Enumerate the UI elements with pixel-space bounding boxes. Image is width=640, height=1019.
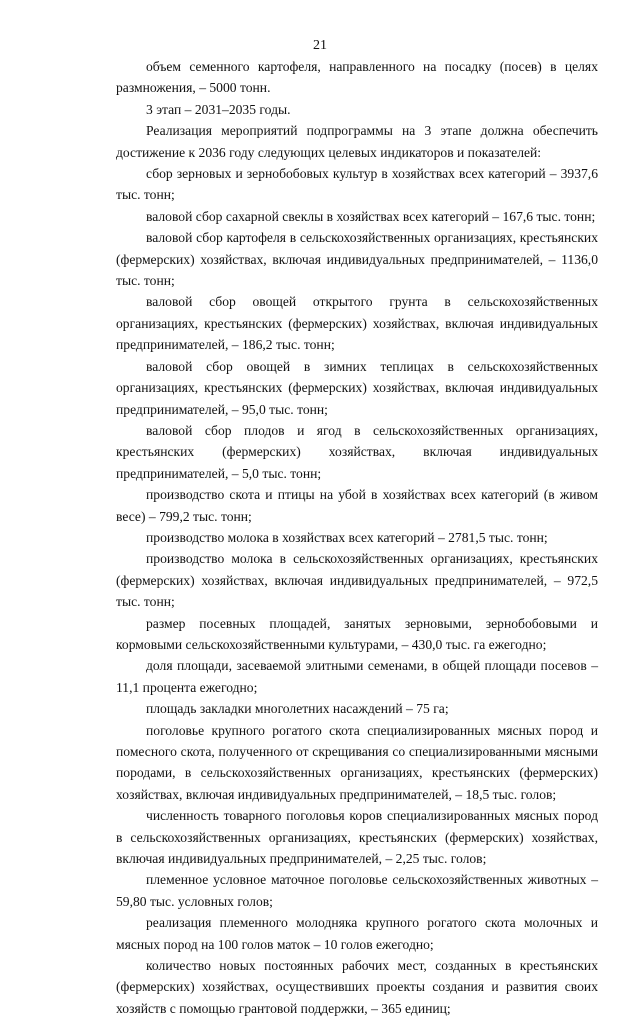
paragraph: валовой сбор сахарной свеклы в хозяйствах всех категорий – 167,6 тыс. тонн; bbox=[146, 208, 596, 224]
paragraph: 3 этап – 2031–2035 годы. bbox=[146, 101, 291, 117]
paragraph: объем семенного картофеля, направленного на посадку (посев) в целях размножения, – 5000 тонн. bbox=[116, 59, 598, 96]
paragraph: количество новых постоянных рабочих мест, созданных в крестьянских (фермерских) хозяйствах, осуществивших проекты создания и развития своих хозяйств с помощью грантовой поддержки, – 365 единиц; bbox=[116, 958, 598, 1016]
paragraph: размер посевных площадей, занятых зерновыми, зернобобовыми и кормовыми сельскохозяйственными культурами, – 430,0 тыс. га ежегодно; bbox=[116, 615, 598, 652]
paragraph: племенное условное маточное поголовье сельскохозяйственных животных – 59,80 тыс. условных голов; bbox=[116, 872, 598, 909]
paragraph: производство скота и птицы на убой в хозяйствах всех категорий (в живом весе) – 799,2 тыс. тонн; bbox=[116, 487, 598, 524]
paragraph: Реализация мероприятий подпрограммы на 3 этапе должна обеспечить достижение к 2036 году следующих целевых индикаторов и показателей: bbox=[116, 123, 598, 160]
paragraph: производство молока в хозяйствах всех категорий – 2781,5 тыс. тонн; bbox=[146, 529, 548, 545]
paragraph: производство молока в сельскохозяйственных организациях, крестьянских (фермерских) хозяйствах, включая индивидуальных предпринимателей, – 972,5 тыс. тонн; bbox=[116, 551, 598, 610]
paragraph: валовой сбор овощей в зимних теплицах в сельскохозяйственных организациях, крестьянских (фермерских) хозяйствах, включая индивидуальных предпринимателей, – 95,0 тыс. тонн; bbox=[116, 358, 598, 417]
paragraph: валовой сбор плодов и ягод в сельскохозяйственных организациях, крестьянских (фермерских) хозяйствах, включая индивидуальных предпринимателей, – 5,0 тыс. тонн; bbox=[116, 422, 598, 481]
page-number: 21 bbox=[313, 38, 327, 53]
paragraph: валовой сбор овощей открытого грунта в сельскохозяйственных организациях, крестьянских (фермерских) хозяйствах, включая индивидуальных предпринимателей, – 186,2 тыс. тонн; bbox=[116, 294, 598, 353]
paragraph: поголовье крупного рогатого скота специализированных мясных пород и помесного скота, полученного от скрещивания со специализированными мясными породами, в сельскохозяйственных организациях, крестьянских (фермерских) хозяйствах, включая индивидуальных предпринимателей, – 18,5 тыс. голов; bbox=[116, 722, 598, 802]
paragraph: реализация племенного молодняка крупного рогатого скота молочных и мясных пород на 100 голов маток – 10 голов ежегодно; bbox=[116, 915, 598, 952]
paragraph: доля площади, засеваемой элитными семенами, в общей площади посевов – 11,1 процента ежегодно; bbox=[116, 658, 598, 695]
document-body bbox=[116, 56, 598, 1019]
paragraph: площадь закладки многолетних насаждений – 75 га; bbox=[146, 701, 449, 717]
paragraph: сбор зерновых и зернобобовых культур в хозяйствах всех категорий – 3937,6 тыс. тонн; bbox=[116, 166, 598, 203]
paragraph: валовой сбор картофеля в сельскохозяйственных организациях, крестьянских (фермерских) хозяйствах, включая индивидуальных предпринимателей, – 1136,0 тыс. тонн; bbox=[116, 230, 598, 289]
paragraph: численность товарного поголовья коров специализированных мясных пород в сельскохозяйственных организациях, крестьянских (фермерских) хозяйствах, включая индивидуальных предпринимателей, – 2,25 тыс. голов; bbox=[116, 808, 598, 867]
